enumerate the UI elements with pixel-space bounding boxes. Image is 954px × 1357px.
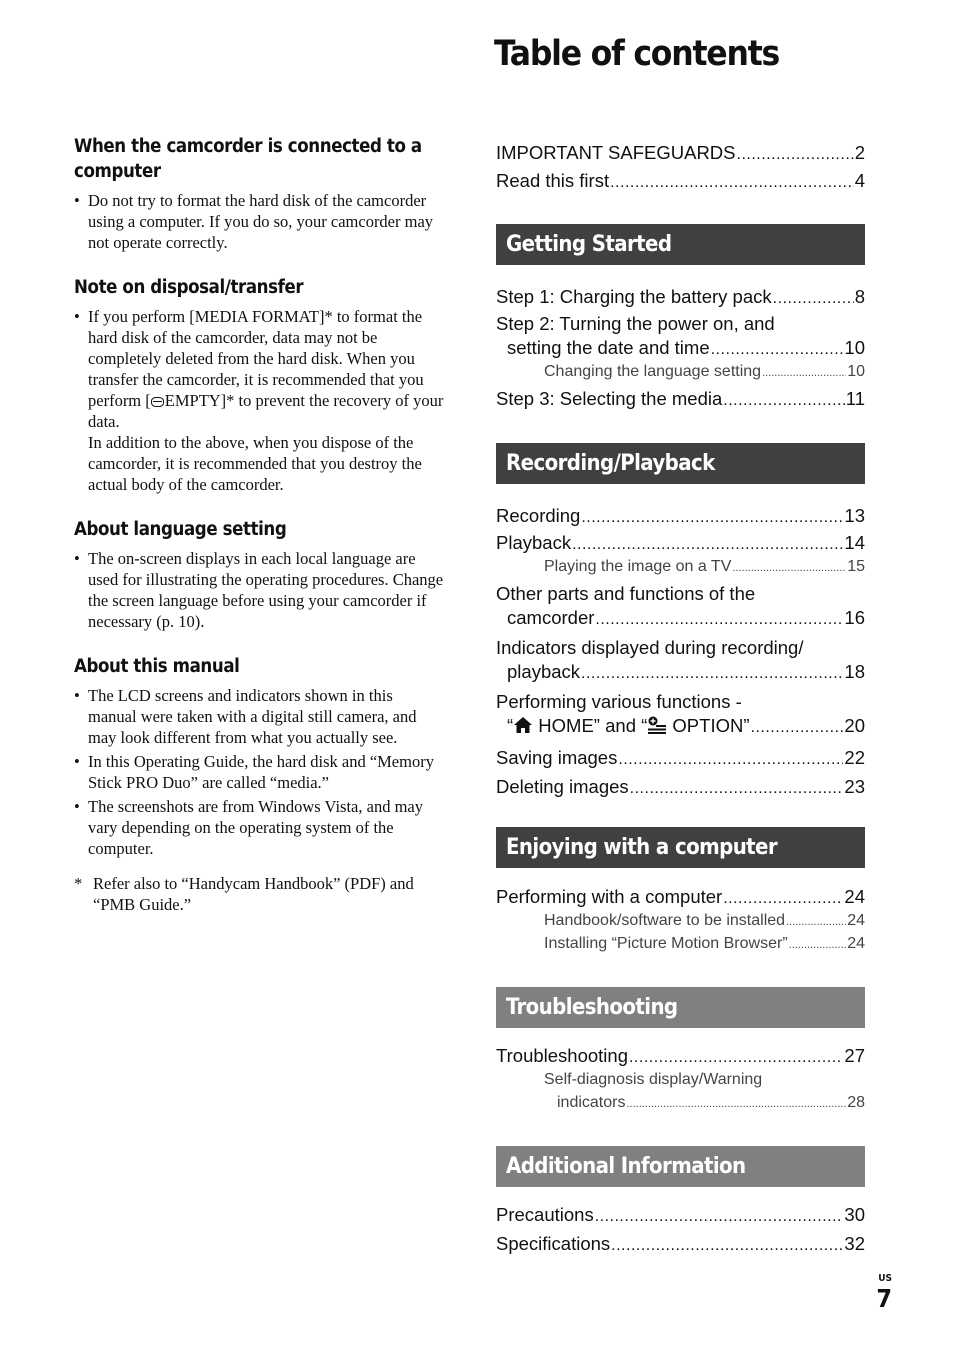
toc-subentry-line[interactable]: Self-diagnosis display/Warning	[544, 1071, 763, 1088]
toc-entry-title: Playing the image on a TV	[544, 558, 732, 575]
toc-troubleshooting	[496, 1044, 865, 1114]
bullet-text: The screenshots are from Windows Vista, and may vary depending on the operating system of the computer.	[88, 797, 423, 858]
bullet-item	[74, 796, 444, 859]
bullet-item	[74, 751, 444, 793]
toc-entry-title: Step 1: Charging the battery pack	[496, 286, 772, 307]
home-icon	[513, 716, 533, 734]
toc-entry-title: camcorder	[507, 607, 595, 628]
bullet-mark: •	[74, 752, 80, 771]
leader-dots	[595, 1203, 844, 1229]
toc-entry[interactable]	[496, 743, 865, 772]
toc-entry-title: Performing with a computer	[496, 886, 723, 907]
toc-entry-title	[507, 714, 750, 738]
toc-subentry[interactable]	[496, 932, 865, 955]
leader-dots	[737, 139, 854, 169]
option-label: OPTION”	[667, 715, 750, 736]
toc-entry-title: Saving images	[496, 747, 618, 768]
toc-entry-title: Read this first	[496, 170, 610, 191]
toc-entry-page: 24	[844, 886, 865, 907]
bullet-text: If you perform [MEDIA FORMAT]* to format the hard disk of the camcorder, data may not be completely deleted from the hard disk. When you transfer the camcorder, it is recommended that you perform [	[88, 307, 424, 410]
toc-entry-title: Handbook/software to be installed	[544, 912, 786, 929]
page-number: 7	[876, 1284, 892, 1313]
toc-entry-title: Recording	[496, 505, 581, 526]
bullet-item	[74, 685, 444, 748]
toc-additional	[496, 1203, 865, 1256]
bullet-item	[74, 548, 444, 632]
toc-entry[interactable]	[496, 501, 865, 530]
bullet-text: EMPTY]* to prevent the recovery of your data.	[88, 391, 444, 431]
note-section	[74, 654, 444, 859]
hard-disk-icon	[151, 397, 164, 407]
toc-entry-page: 24	[847, 912, 865, 929]
toc-entry-line[interactable]: Other parts and functions of the	[496, 583, 756, 604]
toc-entry-line[interactable]: Indicators displayed during recording/	[496, 637, 804, 658]
toc-subentry[interactable]	[496, 555, 865, 581]
toc-entry-line[interactable]: Performing various functions -	[496, 691, 742, 712]
toc-entry-line[interactable]: Step 2: Turning the power on, and	[496, 313, 775, 334]
toc-entry[interactable]	[496, 387, 865, 411]
toc-entry-page: 27	[844, 1045, 865, 1066]
option-icon	[647, 716, 667, 734]
leader-dots	[629, 1044, 843, 1070]
leader-dots	[762, 360, 846, 385]
toc-entry-page: 18	[844, 661, 865, 682]
toc-entry[interactable]	[496, 282, 865, 311]
toc-entry-page: 23	[844, 776, 865, 797]
toc-entry-title: setting the date and time	[507, 337, 710, 358]
toc-entry-page: 15	[847, 558, 865, 575]
section-band-additional-information: Additional Information	[496, 1146, 865, 1187]
section-band-troubleshooting: Troubleshooting	[496, 987, 865, 1028]
home-label: HOME” and “	[533, 715, 648, 736]
toc-entry-page: 14	[844, 532, 865, 553]
toc-entry-title: Step 3: Selecting the media	[496, 388, 723, 409]
toc-entry-title: indicators	[557, 1094, 626, 1111]
toc-entry-title: Deleting images	[496, 776, 629, 797]
toc-entry-page: 10	[847, 363, 865, 380]
toc-entry[interactable]	[496, 167, 865, 195]
leader-dots	[789, 932, 847, 957]
toc-entry-page: 8	[854, 286, 865, 307]
toc-subentry[interactable]	[496, 1091, 865, 1114]
toc-entry[interactable]	[496, 1232, 865, 1256]
language-code: US	[878, 1273, 892, 1284]
toc-entry-title: Precautions	[496, 1204, 594, 1225]
toc-entry-page: 11	[845, 388, 865, 409]
toc-entry-title: Troubleshooting	[496, 1045, 628, 1066]
footnote-mark: *	[74, 874, 83, 893]
bullet-text: The on-screen displays in each local language are used for illustrating the operating procedures. Change the screen language before using your camcorder if necessary (p. 10).	[88, 549, 444, 631]
bullet-mark: •	[74, 307, 80, 326]
toc-entry[interactable]	[496, 530, 865, 555]
bullet-item	[74, 306, 444, 495]
toc-entry-title: Specifications	[496, 1233, 611, 1254]
bullet-text: The LCD screens and indicators shown in this manual were taken with a digital still camera, and may look different from what you actually see.	[88, 686, 417, 747]
section-heading: About this manual	[74, 656, 240, 677]
leader-dots	[723, 387, 845, 413]
bullet-text: Do not try to format the hard disk of the camcorder using a computer. If you do so, your camcorder may not operate correctly.	[88, 191, 434, 252]
toc-entry-page: 28	[847, 1094, 865, 1111]
leader-dots	[581, 501, 843, 532]
toc-entry-title: Changing the language setting	[544, 363, 762, 380]
leader-dots	[581, 660, 843, 686]
note-section	[74, 517, 444, 632]
section-heading: About language setting	[74, 519, 287, 540]
footnote-text: Refer also to “Handycam Handbook” (PDF) and “PMB Guide.”	[93, 874, 414, 914]
quote-open: “	[507, 715, 514, 736]
toc-entry-title: playback	[507, 661, 581, 682]
note-section	[74, 134, 444, 253]
bullet-item	[74, 190, 444, 253]
bullet-text: In addition to the above, when you dispose of the camcorder, it is recommended that you destroy the actual body of the camcorder.	[88, 433, 422, 494]
toc-entry-title: Installing “Picture Motion Browser”	[544, 935, 788, 952]
toc-entry[interactable]	[496, 1044, 865, 1068]
toc-entry-page: 4	[854, 170, 865, 191]
leader-dots	[723, 885, 843, 911]
bullet-text: In this Operating Guide, the hard disk and “Memory Stick PRO Duo” are called “media.”	[88, 752, 434, 792]
toc-recording	[496, 501, 865, 801]
section-band-computer: Enjoying with a computer	[496, 827, 865, 868]
leader-dots	[611, 1232, 843, 1258]
leader-dots	[711, 336, 844, 362]
toc-entry-page: 10	[844, 337, 865, 358]
footnote	[74, 873, 444, 915]
toc-subentry[interactable]	[496, 360, 865, 387]
toc-getting-started	[496, 282, 865, 411]
page-title: Table of contents	[494, 34, 780, 74]
toc-entry[interactable]	[496, 714, 865, 743]
section-heading: When the camcorder is connected to a computer	[74, 136, 422, 182]
section-heading: Note on disposal/transfer	[74, 277, 304, 298]
toc-entry-page: 30	[844, 1204, 865, 1225]
section-band-getting-started: Getting Started	[496, 224, 865, 265]
bullet-mark: •	[74, 797, 80, 816]
leader-dots	[630, 772, 844, 803]
toc-entry[interactable]	[496, 885, 865, 909]
toc-entry-page: 22	[844, 747, 865, 768]
leader-dots	[786, 909, 846, 934]
toc-entry-page: 32	[844, 1233, 865, 1254]
toc-entry-page: 13	[844, 505, 865, 526]
toc-entry-page: 20	[844, 715, 865, 736]
toc-entry[interactable]	[496, 660, 865, 689]
leader-dots	[732, 555, 846, 580]
leader-dots	[626, 1091, 846, 1116]
notes-column	[74, 134, 444, 915]
bullet-mark: •	[74, 191, 80, 210]
toc-entry[interactable]	[496, 1203, 865, 1232]
toc-entry[interactable]	[496, 772, 865, 801]
toc-entry-title: IMPORTANT SAFEGUARDS	[496, 142, 736, 163]
leader-dots	[618, 743, 843, 774]
leader-dots	[595, 606, 843, 632]
toc-entry-page: 2	[854, 142, 865, 163]
leader-dots	[751, 714, 844, 740]
toc-entry[interactable]	[496, 336, 865, 360]
leader-dots	[773, 282, 854, 313]
toc-subentry[interactable]	[496, 909, 865, 932]
toc-entry[interactable]	[496, 606, 865, 635]
leader-dots	[572, 530, 843, 557]
toc-computer	[496, 885, 865, 955]
leader-dots	[610, 167, 854, 197]
toc-intro	[496, 139, 865, 195]
toc-entry-title: Playback	[496, 532, 572, 553]
toc-entry[interactable]	[496, 139, 865, 167]
toc-entry-page: 16	[844, 607, 865, 628]
note-section	[74, 275, 444, 495]
section-band-recording-playback: Recording/Playback	[496, 443, 865, 484]
bullet-mark: •	[74, 686, 80, 705]
bullet-mark: •	[74, 549, 80, 568]
toc-entry-page: 24	[847, 935, 865, 952]
